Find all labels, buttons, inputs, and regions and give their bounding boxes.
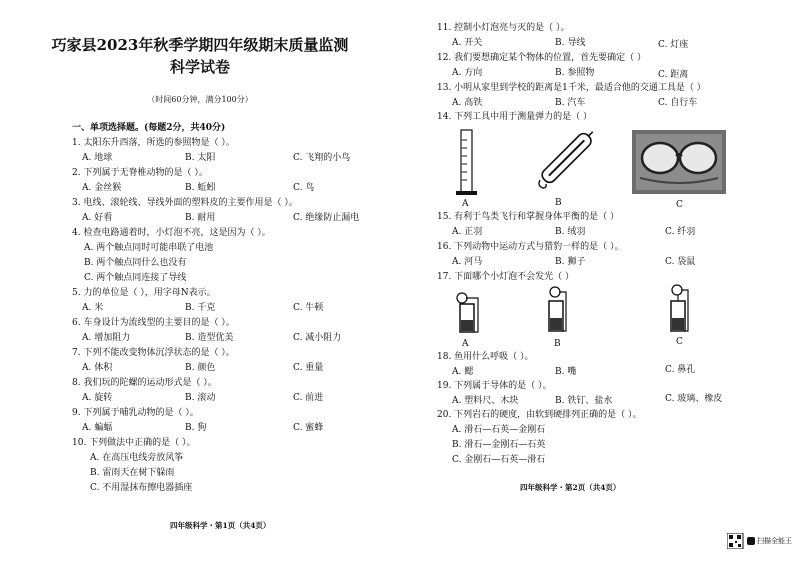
time-info: （时间60分钟，满分100分） xyxy=(147,95,253,104)
option: A. 体积 xyxy=(82,363,113,373)
option: B. 狗 xyxy=(185,423,207,433)
question-stem: 13. 小明从家里到学校的距离是1千米，最适合他的交通工具是（ ） xyxy=(437,83,706,93)
question-stem: 20. 下列岩石的硬度，由软到硬排列正确的是（ ）。 xyxy=(437,410,642,420)
question-stem: 14. 下列工具中用于测量弹力的是（ ） xyxy=(437,112,593,122)
option: C. 鸟 xyxy=(293,183,315,193)
scanner-label: 扫描全能王 xyxy=(757,537,792,545)
option: B. 狮子 xyxy=(555,257,586,267)
option: A. 在高压电线旁放风筝 xyxy=(90,453,184,463)
option: A. 正羽 xyxy=(452,227,483,237)
option: C. 纤羽 xyxy=(665,227,696,237)
question-stem: 7. 下列不能改变物体沉浮状态的是（ ）。 xyxy=(72,348,235,358)
option: B. 蚯蚓 xyxy=(185,183,216,193)
option: A. 方向 xyxy=(452,68,483,78)
bulb-circuit-b-icon xyxy=(542,285,576,337)
question-stem: 18. 鱼用什么呼吸（ ）。 xyxy=(437,352,534,362)
option: C. 金刚石—石英—滑石 xyxy=(452,455,546,465)
page-footer: 四年级科学・第2页（共4页） xyxy=(520,483,621,492)
goggles-photo-icon xyxy=(632,130,726,194)
option: A. 塑料尺、木块 xyxy=(452,396,519,406)
option: B. 导线 xyxy=(555,38,586,48)
option: B. 汽车 xyxy=(555,98,586,108)
option: C. 距离 xyxy=(658,70,689,80)
option: B. 颜色 xyxy=(185,363,216,373)
exam-title: 巧家县2023年秋季学期四年级期末质量监测 xyxy=(51,36,349,54)
option: A. 旋转 xyxy=(82,393,113,403)
figure-label: A xyxy=(462,339,469,349)
option: B. 造型优美 xyxy=(185,333,234,343)
option: B. 太阳 xyxy=(185,153,216,163)
option: B. 嘴 xyxy=(555,367,577,377)
option: A. 好看 xyxy=(82,213,113,223)
option: C. 鼻孔 xyxy=(665,365,696,375)
option: B. 绒羽 xyxy=(555,227,586,237)
page-2 xyxy=(400,0,794,561)
question-stem: 1. 太阳东升西落，所选的参照物是（ ）。 xyxy=(72,138,235,148)
option: B. 雷雨天在树下躲雨 xyxy=(90,468,175,478)
option: C. 不用湿抹布擦电器插座 xyxy=(90,483,193,493)
bulb-circuit-a-icon xyxy=(452,290,486,338)
option: B. 滚动 xyxy=(185,393,216,403)
option: A. 米 xyxy=(82,303,104,313)
question-stem: 15. 有利于鸟类飞行和掌握身体平衡的是（ ） xyxy=(437,212,620,222)
question-stem: 5. 力的单位是（ ），用字母N表示。 xyxy=(72,288,216,298)
option: B. 千克 xyxy=(185,303,216,313)
option: B. 滑石—金刚石—石英 xyxy=(452,440,546,450)
question-stem: 11. 控制小灯泡亮与灭的是（ ）。 xyxy=(437,23,570,33)
question-stem: 12. 我们要想确定某个物体的位置，首先要确定（ ） xyxy=(437,53,647,63)
option: C. 玻璃、橡皮 xyxy=(665,394,723,404)
option: C. 自行车 xyxy=(658,98,698,108)
question-stem: 9. 下列属于哺乳动物的是（ ）。 xyxy=(72,408,199,418)
figure-label: A xyxy=(462,199,469,209)
option: A. 鳃 xyxy=(452,367,474,377)
question-stem: 19. 下列属于导体的是（ ）。 xyxy=(437,381,552,391)
camscanner-logo-icon xyxy=(747,537,755,545)
option: A. 开关 xyxy=(452,38,483,48)
option: B. 耐用 xyxy=(185,213,216,223)
option: A. 蝙蝠 xyxy=(82,423,113,433)
option: B. 参照物 xyxy=(555,68,595,78)
bulb-circuit-c-icon xyxy=(664,283,698,337)
figure-label: B xyxy=(554,339,561,349)
question-stem: 6. 车身设计为流线型的主要目的是（ ）。 xyxy=(72,318,235,328)
page-footer: 四年级科学・第1页（共4页） xyxy=(170,521,271,530)
qr-code-icon xyxy=(727,533,745,549)
spring-scale-icon xyxy=(528,128,608,190)
option: C. 绝缘防止漏电 xyxy=(293,213,360,223)
question-stem: 2. 下列属于无脊椎动物的是（ ）。 xyxy=(72,168,208,178)
figure-label: B xyxy=(555,198,562,208)
option: B. 铁钉、盐水 xyxy=(555,396,613,406)
option: A. 河马 xyxy=(452,257,483,267)
option: A. 金丝猴 xyxy=(82,183,122,193)
option: C. 减小阻力 xyxy=(293,333,342,343)
section-heading: 一、单项选择题。(每题2分，共40分) xyxy=(72,123,226,133)
option: C. 前进 xyxy=(293,393,324,403)
option: A. 滑石—石英—金刚石 xyxy=(452,425,546,435)
question-stem: 10. 下列做法中正确的是（ ）。 xyxy=(72,438,196,448)
question-stem: 17. 下面哪个小灯泡不会发光（ ） xyxy=(437,272,575,282)
option: B. 两个触点同什么也没有 xyxy=(84,258,187,268)
option: A. 地球 xyxy=(82,153,113,163)
question-stem: 8. 我们玩的陀螺的运动形式是（ ）。 xyxy=(72,378,217,388)
option: C. 重量 xyxy=(293,363,324,373)
figure-label: C xyxy=(676,200,683,210)
option: C. 飞翔的小鸟 xyxy=(293,153,351,163)
exam-subtitle: 科学试卷 xyxy=(169,58,230,76)
figure-label: C xyxy=(676,337,683,347)
option: C. 灯座 xyxy=(658,40,689,50)
option: C. 牛顿 xyxy=(293,303,324,313)
option: A. 两个触点同时可能串联了电池 xyxy=(84,243,214,253)
option: A. 增加阻力 xyxy=(82,333,131,343)
option: A. 高铁 xyxy=(452,98,483,108)
option: C. 两个触点同连接了导线 xyxy=(84,273,187,283)
scanner-badge xyxy=(727,533,792,549)
question-stem: 3. 电线、滚轮线、导线外面的塑料皮的主要作用是（ ）。 xyxy=(72,198,298,208)
question-stem: 16. 下列动物中运动方式与猎豹一样的是（ ）。 xyxy=(437,242,624,252)
option: C. 袋鼠 xyxy=(665,257,696,267)
measuring-cylinder-icon xyxy=(452,128,482,198)
question-stem: 4. 检查电路通着时，小灯泡不亮，这是因为（ ）。 xyxy=(72,228,271,238)
option: C. 蜜蜂 xyxy=(293,423,324,433)
